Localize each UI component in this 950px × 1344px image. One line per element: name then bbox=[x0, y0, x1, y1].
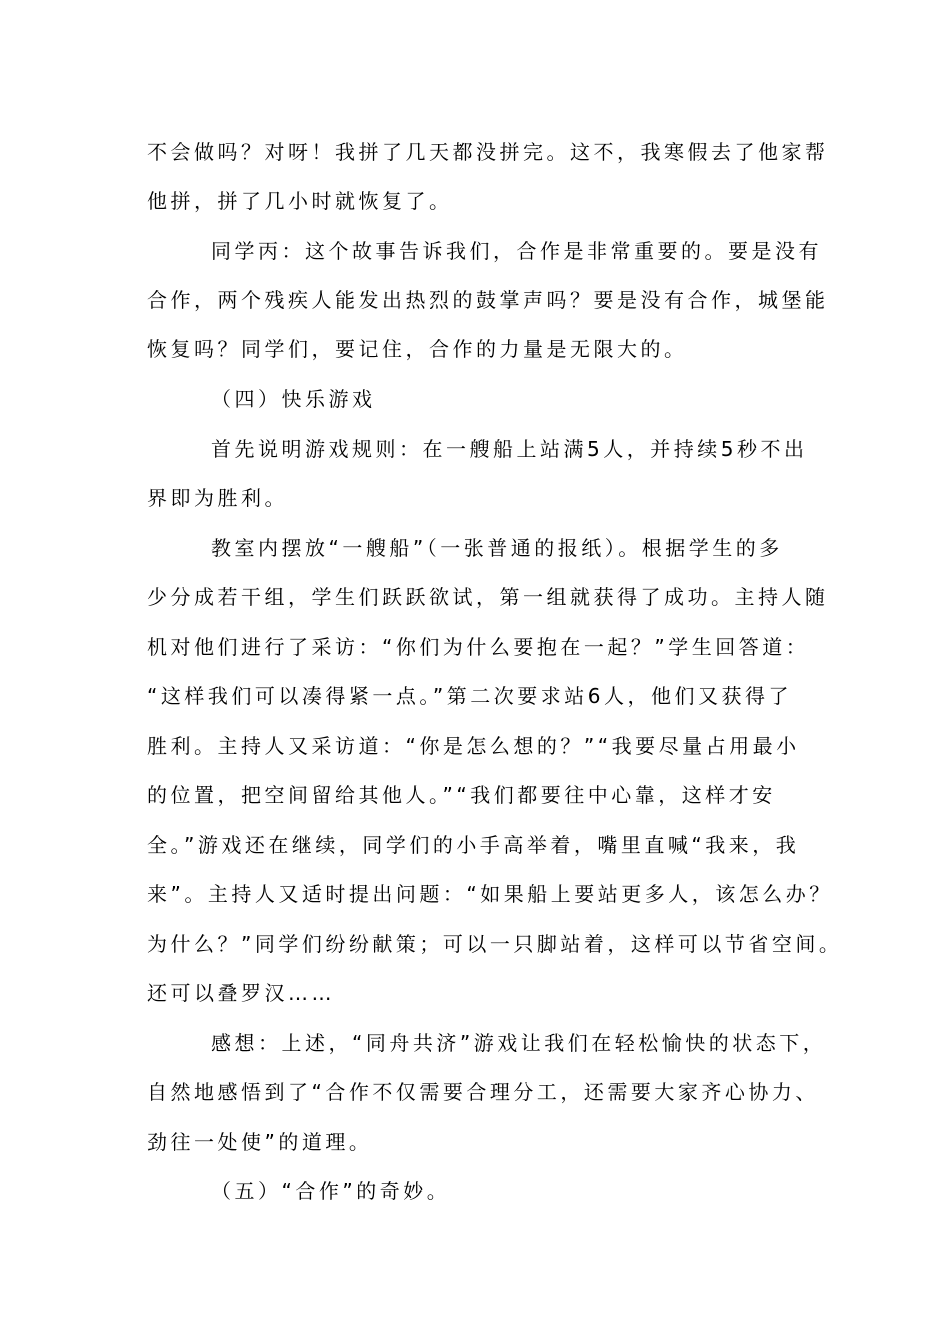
text-line: “这样我们可以凑得紧一点。”第二次要求站6人，他们又获得了 bbox=[147, 684, 792, 708]
text-line: 全。”游戏还在继续，同学们的小手高举着，嘴里直喊“我来，我 bbox=[147, 833, 800, 857]
paragraph-start-line: 同学丙：这个故事告诉我们，合作是非常重要的。要是没有 bbox=[211, 239, 822, 263]
text-line: 来”。主持人又适时提出问题：“如果船上要站更多人，该怎么办？ bbox=[147, 882, 833, 906]
text-line: 他拼，拼了几小时就恢复了。 bbox=[147, 189, 453, 213]
text-line: 的位置，把空间留给其他人。”“我们都要往中心靠，这样才安 bbox=[147, 783, 776, 807]
text-line: 为什么？”同学们纷纷献策；可以一只脚站着，这样可以节省空间。 bbox=[147, 932, 843, 956]
section-heading: （四）快乐游戏 bbox=[211, 387, 376, 411]
text-line: 恢复吗？同学们，要记住，合作的力量是无限大的。 bbox=[147, 337, 688, 361]
text-line: 界即为胜利。 bbox=[147, 486, 288, 510]
paragraph-start-line: 感想：上述，“同舟共济”游戏让我们在轻松愉快的状态下， bbox=[211, 1031, 827, 1055]
section-heading: （五）“合作”的奇妙。 bbox=[211, 1179, 451, 1203]
paragraph-start-line: 教室内摆放“一艘船”（一张普通的报纸）。根据学生的多 bbox=[211, 536, 783, 560]
paragraph-start-line: 首先说明游戏规则：在一艘船上站满5人，并持续5秒不出 bbox=[211, 437, 808, 461]
text-line: 自然地感悟到了“合作不仅需要合理分工，还需要大家齐心协力、 bbox=[147, 1080, 819, 1104]
text-line: 劲往一处使”的道理。 bbox=[147, 1130, 373, 1154]
text-line: 还可以叠罗汉…… bbox=[147, 981, 335, 1005]
text-line: 机对他们进行了采访：“你们为什么要抱在一起？”学生回答道： bbox=[147, 635, 810, 659]
text-line: 少分成若干组，学生们跃跃欲试，第一组就获得了成功。主持人随 bbox=[147, 585, 829, 609]
text-line: 合作，两个残疾人能发出热烈的鼓掌声吗？要是没有合作，城堡能 bbox=[147, 288, 829, 312]
text-line: 胜利。主持人又采访道：“你是怎么想的？”“我要尽量占用最小 bbox=[147, 734, 800, 758]
text-line: 不会做吗？对呀！我拼了几天都没拼完。这不，我寒假去了他家帮 bbox=[147, 140, 829, 164]
